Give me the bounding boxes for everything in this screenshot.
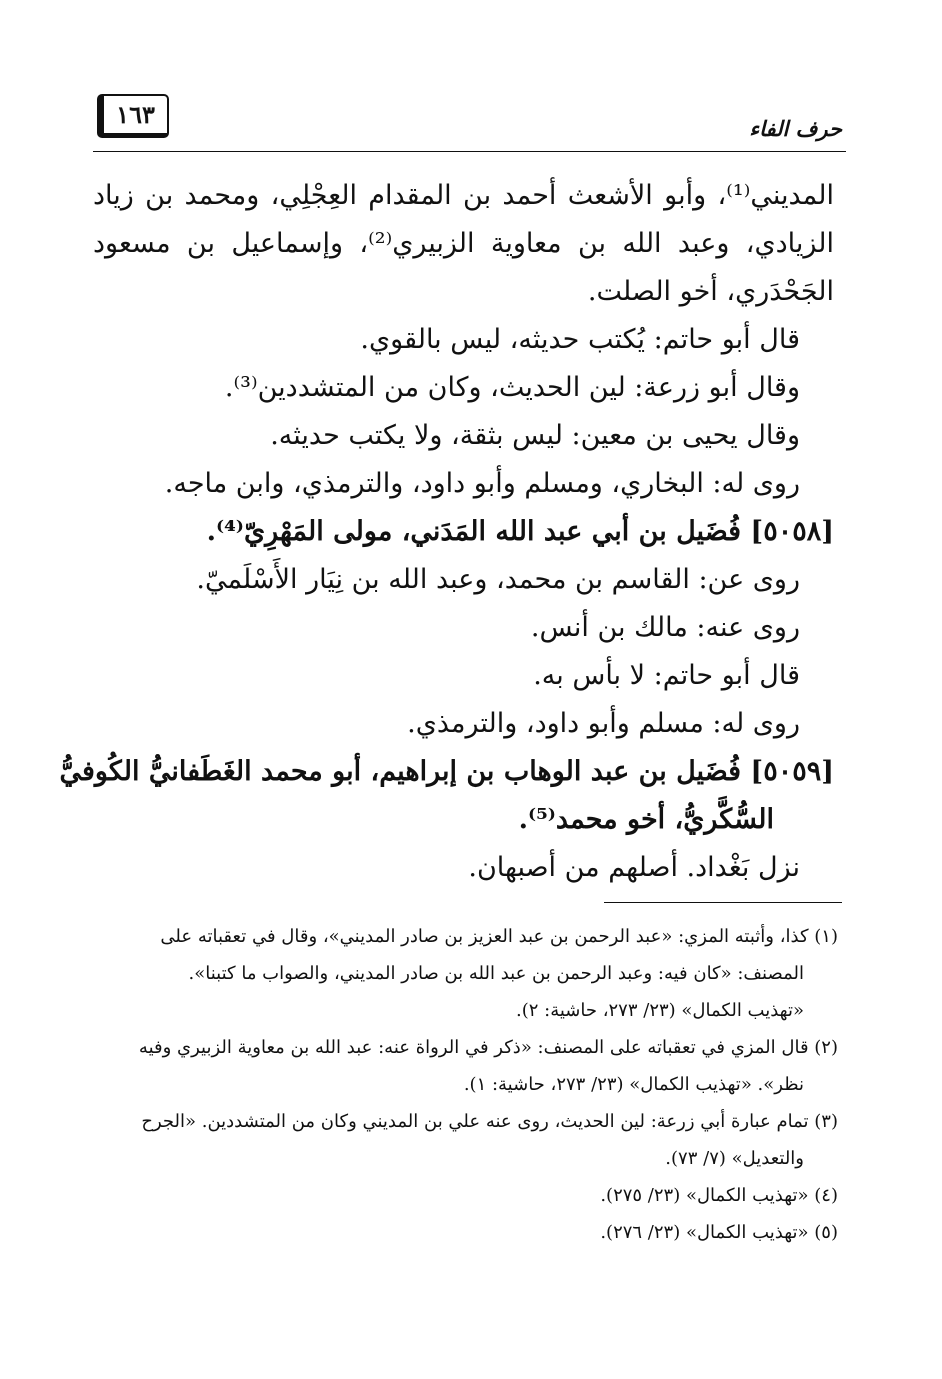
text-line: روى له: البخاري، ومسلم وأبو داود، والترمذي، وابن ماجه. <box>164 468 800 499</box>
footnote-line: (٤) «تهذيب الكمال» (٢٣/ ٢٧٥). <box>600 1185 838 1206</box>
header-rule <box>93 151 846 152</box>
footnote-line: (٣) تمام عبارة أبي زرعة: لين الحديث، روى عنه علي بن المديني وكان من المتشددين. «الجرح <box>141 1111 838 1132</box>
footnote-line: المصنف: «كان فيه: وعبد الرحمن بن عبد الله بن صادر المديني، والصواب ما كتبنا». <box>188 963 804 984</box>
footnote-line: (١) كذا، وأثبته المزي: «عبد الرحمن بن عبد العزيز بن صادر المديني»، وقال في تعقباته على <box>160 926 838 947</box>
text-line: روى له: مسلم وأبو داود، والترمذي. <box>407 708 800 739</box>
main-text <box>59 172 834 892</box>
text-line: وقال يحيى بن معين: ليس بثقة، ولا يكتب حديثه. <box>270 420 800 451</box>
page-header <box>93 92 846 152</box>
text-line: الجَحْدَري، أخو الصلت. <box>587 276 834 307</box>
footnote-line: (٥) «تهذيب الكمال» (٢٣/ ٢٧٦). <box>600 1222 838 1243</box>
footnote-line: نظر». «تهذيب الكمال» (٢٣/ ٢٧٣، حاشية: ١). <box>463 1074 804 1095</box>
footnote-divider <box>604 902 842 903</box>
page-number: ١٦٣ <box>97 94 169 138</box>
footnote-line: والتعديل» (٧/ ٧٣). <box>665 1148 804 1169</box>
text-line: المديني⁽¹⁾، وأبو الأشعث أحمد بن المقدام العِجْلِي، ومحمد بن زياد <box>93 180 834 211</box>
text-line: روى عنه: مالك بن أنس. <box>530 612 800 643</box>
text-line: قال أبو حاتم: يُكتب حديثه، ليس بالقوي. <box>360 324 800 355</box>
entry-heading: [٥٠٥٨] فُضَيل بن أبي عبد الله المَدَني، مولى المَهْرِيّ⁽⁴⁾. <box>206 516 834 547</box>
text-line: وقال أبو زرعة: لين الحديث، وكان من المتشددين⁽³⁾. <box>224 372 800 403</box>
text-line: روى عن: القاسم بن محمد، وعبد الله بن نِيَار الأَسْلَميّ. <box>196 564 800 595</box>
entry-heading-continued: السُّكَّريُّ، أخو محمد⁽⁵⁾. <box>518 804 774 835</box>
footnotes <box>93 918 838 1251</box>
running-title: حرف الفاء <box>749 116 842 141</box>
text-line: نزل بَغْداد. أصلهم من أصبهان. <box>468 852 800 883</box>
entry-heading: [٥٠٥٩] فُضَيل بن عبد الوهاب بن إبراهيم، أبو محمد الغَطَفانيُّ الكُوفيُّ <box>59 756 834 787</box>
text-line: قال أبو حاتم: لا بأس به. <box>533 660 800 691</box>
text-line: الزيادي، وعبد الله بن معاوية الزبيري⁽²⁾، وإسماعيل بن مسعود <box>93 228 834 259</box>
footnote-line: (٢) قال المزي في تعقباته على المصنف: «ذكر في الرواة عنه: عبد الله بن معاوية الزبيري وفيه <box>138 1037 838 1058</box>
footnote-line: «تهذيب الكمال» (٢٣/ ٢٧٣، حاشية: ٢). <box>516 1000 804 1021</box>
